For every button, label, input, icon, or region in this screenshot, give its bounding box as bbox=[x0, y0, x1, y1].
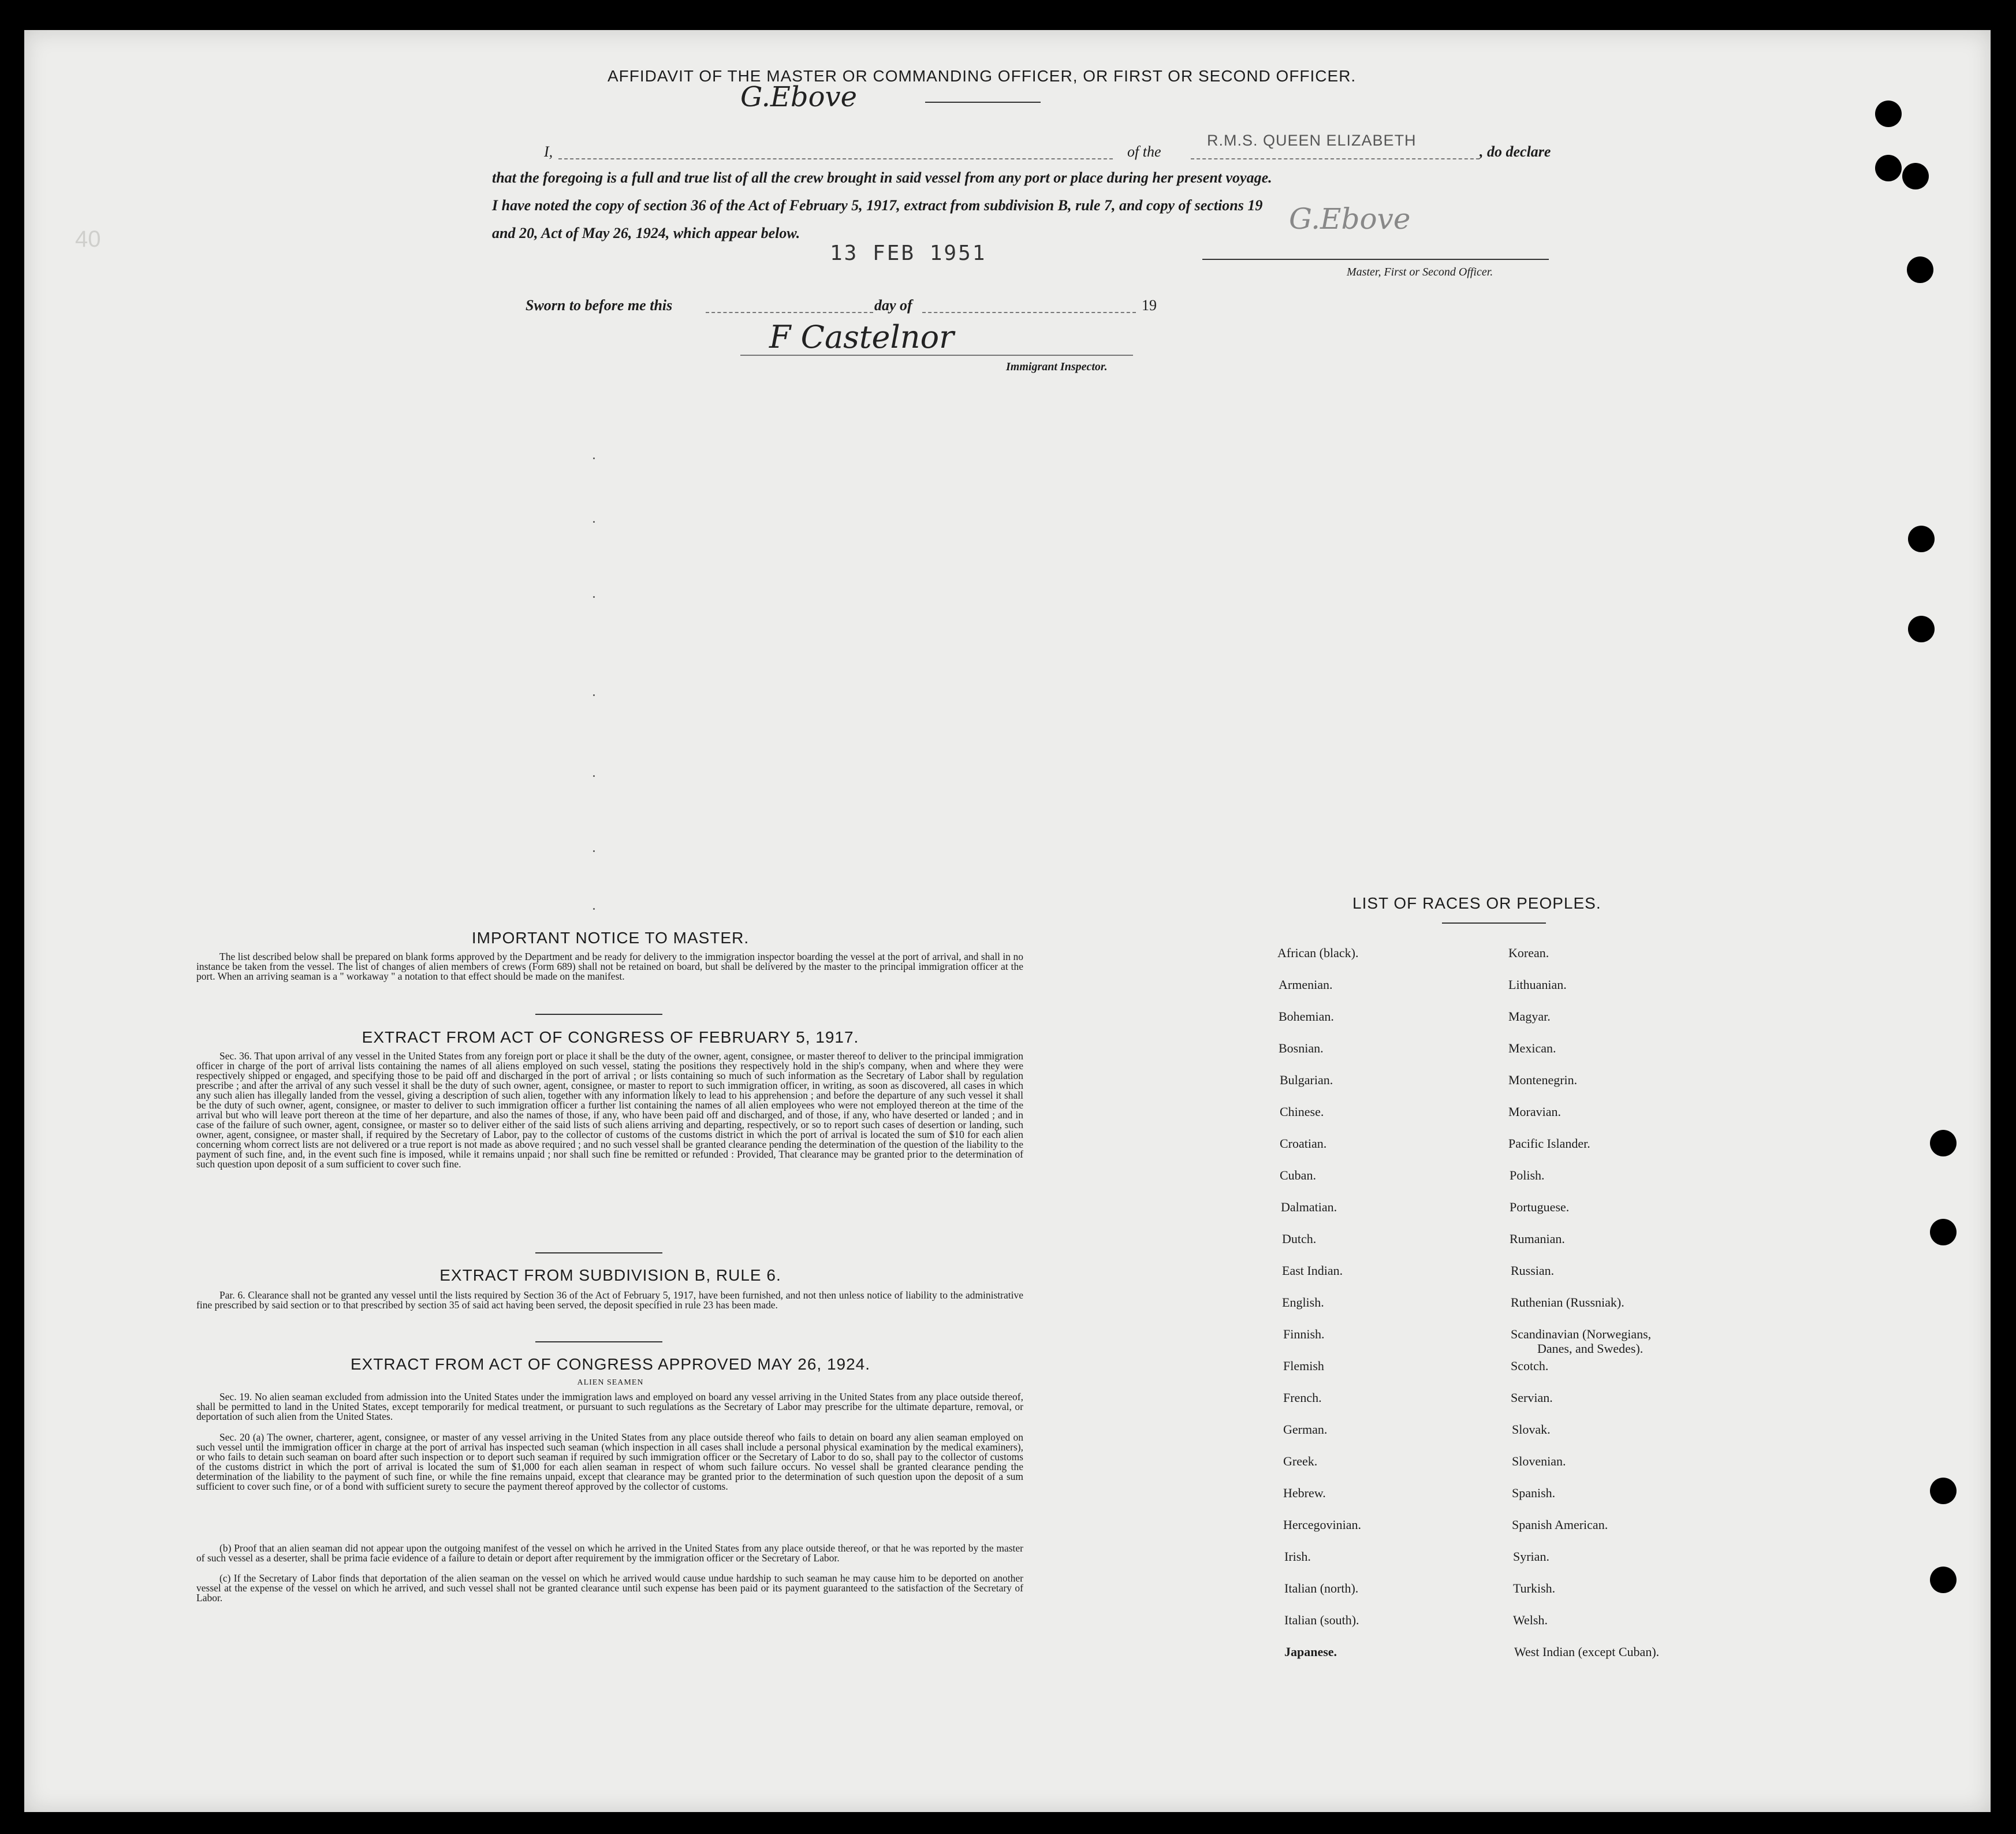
document-page bbox=[24, 30, 1991, 1812]
affidavit-do-declare: , do declare bbox=[1480, 143, 1551, 160]
rule6-title: EXTRACT FROM SUBDIVISION B, RULE 6. bbox=[439, 1266, 781, 1284]
guide-dot bbox=[593, 908, 595, 910]
vessel-name: R.M.S. QUEEN ELIZABETH bbox=[1207, 132, 1417, 149]
race-right: Polish. bbox=[1510, 1168, 1545, 1182]
master-signature-line bbox=[1202, 259, 1549, 260]
race-right: Slovenian. bbox=[1512, 1454, 1566, 1468]
race-left: English. bbox=[1282, 1295, 1324, 1310]
race-right: Pacific Islander. bbox=[1508, 1136, 1590, 1151]
inspector-signature-line bbox=[740, 355, 1133, 356]
race-right-continuation: Danes, and Swedes). bbox=[1537, 1341, 1644, 1356]
affidavit-line4: and 20, Act of May 26, 1924, which appear below. bbox=[492, 225, 800, 241]
rule6-body: Par. 6. Clearance shall not be granted any vessel until the lists required by Section 36 of the Act of February 5, 1917, have been furnished, and not then unless notice of liability to the administrative fine prescribed by said section or to that prescribed by section 35 of said act having been served, the deposit specified in rule 23 has been made. bbox=[196, 1289, 1023, 1311]
race-left: Finnish. bbox=[1283, 1327, 1325, 1341]
race-right: Moravian. bbox=[1508, 1104, 1562, 1119]
races-title-underline bbox=[1442, 922, 1546, 924]
race-right: Lithuanian. bbox=[1508, 977, 1567, 992]
extract-1924-sec19: Sec. 19. No alien seaman excluded from admission into the United States under the immigration laws and employed on board any vessel arriving in the United States from any place outside thereof, shall be permitted to land in the United States, except temporarily for medical treatment, or pursuant to such regulations as the Secretary of Labor may prescribe for the ultimate departure, removal, or deportation of such alien from the United States. bbox=[196, 1391, 1023, 1422]
punch-hole bbox=[1908, 616, 1935, 642]
punch-hole bbox=[1875, 155, 1902, 181]
race-right: West Indian (except Cuban). bbox=[1514, 1645, 1660, 1659]
master-caption: Master, First or Second Officer. bbox=[1347, 266, 1493, 278]
race-right: Welsh. bbox=[1513, 1613, 1548, 1627]
affidavit-line3: I have noted the copy of section 36 of the Act of February 5, 1917, extract from subdivision B, rule 7, and copy of sections 19 bbox=[492, 197, 1263, 214]
affidavit-of-the: of the bbox=[1127, 143, 1161, 160]
race-left: German. bbox=[1283, 1422, 1328, 1437]
affidavit-line2: that the foregoing is a full and true list of all the crew brought in said vessel from any port or place during her present voyage. bbox=[492, 169, 1272, 186]
race-right: Turkish. bbox=[1513, 1581, 1556, 1595]
race-left: French. bbox=[1283, 1390, 1322, 1405]
race-left: African (black). bbox=[1277, 946, 1359, 960]
affidavit-i: I, bbox=[544, 143, 553, 160]
race-left: Flemish bbox=[1283, 1359, 1324, 1373]
divider bbox=[535, 1252, 662, 1253]
race-right: Scotch. bbox=[1511, 1359, 1549, 1373]
punch-hole bbox=[1875, 101, 1902, 127]
divider bbox=[535, 1341, 662, 1342]
race-left: Armenian. bbox=[1279, 977, 1333, 992]
race-left: Chinese. bbox=[1280, 1104, 1324, 1119]
race-left: Cuban. bbox=[1280, 1168, 1316, 1182]
race-right: Mexican. bbox=[1508, 1041, 1556, 1055]
guide-dot bbox=[593, 694, 595, 696]
margin-mark: 40 bbox=[75, 226, 101, 252]
race-right: Servian. bbox=[1511, 1390, 1553, 1405]
race-left: Hercegovinian. bbox=[1283, 1517, 1361, 1532]
guide-dot bbox=[593, 850, 595, 852]
signature-master: G.Ebove bbox=[1289, 202, 1411, 236]
race-left: Irish. bbox=[1284, 1549, 1311, 1564]
vessel-line bbox=[1191, 158, 1480, 159]
guide-dot bbox=[593, 596, 595, 598]
race-right: Montenegrin. bbox=[1508, 1073, 1578, 1087]
race-left: Dutch. bbox=[1282, 1232, 1317, 1246]
race-right: Syrian. bbox=[1513, 1549, 1549, 1564]
race-left: Greek. bbox=[1283, 1454, 1318, 1468]
extract-1924-title: EXTRACT FROM ACT OF CONGRESS APPROVED MAY 26, 1924. bbox=[350, 1355, 871, 1373]
race-left: Bohemian. bbox=[1279, 1009, 1334, 1024]
extract-1924-sec20b: (b) Proof that an alien seaman did not appear upon the outgoing manifest of the vessel on which he arrived in the United States from any place outside thereof, or that he was reported by the master of such vessel as a deserter, shall be prima facie evidence of a failure to detain or deport after requirement by the immigration officer or the Secretary of Labor. bbox=[196, 1542, 1023, 1564]
race-left: Italian (south). bbox=[1284, 1613, 1359, 1627]
notice-body: The list described below shall be prepared on blank forms approved by the Department and be ready for delivery to the immigration inspector boarding the vessel at the port of arrival, and shall in no instance be taken from the vessel. The list of changes of alien members of crews (Form 689) shall not be retained on board, but shall be delivered by the master to the principal immigration officer at the port. When an arriving seaman is a " workaway " a notation to that effect should be made on the manifest. bbox=[196, 951, 1023, 982]
race-left: Hebrew. bbox=[1283, 1486, 1326, 1500]
extract-1924-sec20a: Sec. 20 (a) The owner, charterer, agent, consignee, or master of any vessel arriving in the United States from any place outside thereof who fails to detain on board any alien seaman employed on such vessel until the immigration officer in charge at the port of arrival has inspected such seaman (which inspection in all cases shall include a personal physical examination by the medical examiners), or who fails to detain such seaman on board after such inspection or to deport such seaman if required by such immigration officer or the Secretary of Labor to do so, shall pay to the collector of customs of the customs district in which the port of arrival is located the sum of $1,000 for each alien seaman in respect of whom such failure occurs. No vessel shall be granted clearance pending the determination of the liability to the payment of such fine, or while the fine remains unpaid, except that clearance may be granted prior to the determination of such question upon the deposit of a sum sufficient to cover such fine, or of a bond with sufficient surety to secure the payment thereof approved by the collector of customs. bbox=[196, 1431, 1023, 1492]
race-right: Scandinavian (Norwegians, bbox=[1511, 1327, 1652, 1341]
extract-1917-title: EXTRACT FROM ACT OF CONGRESS OF FEBRUARY 5, 1917. bbox=[362, 1028, 859, 1046]
date-stamp: 13 FEB 1951 bbox=[830, 241, 987, 265]
race-right: Rumanian. bbox=[1510, 1232, 1565, 1246]
race-right: Ruthenian (Russniak). bbox=[1511, 1295, 1624, 1310]
guide-dot bbox=[593, 521, 595, 523]
race-right: Spanish. bbox=[1512, 1486, 1556, 1500]
guide-dot bbox=[593, 775, 595, 777]
sworn-day-of: day of bbox=[874, 297, 912, 314]
signature-inspector: F Castelnor bbox=[769, 319, 954, 355]
punch-hole bbox=[1930, 1219, 1957, 1245]
race-left: Dalmatian. bbox=[1281, 1200, 1337, 1214]
punch-hole bbox=[1930, 1478, 1957, 1504]
race-left: Bulgarian. bbox=[1280, 1073, 1333, 1087]
sworn-day-line bbox=[706, 312, 873, 313]
sworn-prefix: Sworn to before me this bbox=[526, 297, 673, 314]
extract-1917-body: Sec. 36. That upon arrival of any vessel in the United States from any foreign port or place it shall be the duty of the owner, agent, consignee, or master thereof to deliver to the principal immigration officer in charge of the port of arrival lists containing the names of all aliens employed on such vessel, stating the positions they respectively hold in the ship's company, when and where they were respectively shipped or engaged, and specifying those to be paid off and discharged in the port of arrival ; or lists containing so much of such information as the Secretary of Labor shall by regulation prescribe ; and after the arrival of any such vessel it shall be the duty of such owner, agent, consignee, or master to report to such immigration officer, in writing, as soon as discovered, all cases in which any such alien has illegally landed from the vessel, giving a description of such alien, together with any information likely to lead to his apprehension ; and before the departure of any such vessel it shall be the duty of such owner, agent, consignee, or master to deliver to such immigration officer a further list containing the names of all alien employees who were not employed thereon at the time of the arrival but who will leave port thereon at the time of her departure, and also the names of those, if any, who have been paid off and discharged, and of those, if any, who have deserted or landed ; and in case of the failure of such owner, agent, consignee, or master so to deliver either of the said lists of such aliens arriving and departing, respectively, or so to report such cases of desertion or landing, such owner, agent, consignee, or master shall, if required by the Secretary of Labor, pay to the collector of customs of the customs district in which the port of arrival is located the sum of $10 for each alien concerning whom correct lists are not delivered or a true report is not made as above required ; and no such vessel shall be granted clearance pending the determination of the question of the liability to the payment of such fine, and, in the event such fine is imposed, while it remains unpaid ; nor shall such fine be remitted or refunded : Provided, That clearance may be granted prior to the determination of such question upon deposit of a sum sufficient to cover such fine. bbox=[196, 1050, 1023, 1170]
punch-hole bbox=[1902, 163, 1929, 189]
sworn-year: 19 bbox=[1142, 297, 1157, 314]
race-right: Korean. bbox=[1508, 946, 1549, 960]
punch-hole bbox=[1930, 1567, 1957, 1593]
race-left: Croatian. bbox=[1280, 1136, 1327, 1151]
race-right: Russian. bbox=[1511, 1263, 1555, 1278]
divider bbox=[535, 1014, 662, 1015]
race-right: Slovak. bbox=[1512, 1422, 1551, 1437]
punch-hole bbox=[1930, 1130, 1957, 1156]
sworn-month-line bbox=[922, 312, 1136, 313]
alien-seamen-subtitle: ALIEN SEAMEN bbox=[577, 1378, 644, 1387]
race-right: Magyar. bbox=[1508, 1009, 1551, 1024]
signature-top: G.Ebove bbox=[740, 81, 858, 113]
affidavit-title: AFFIDAVIT OF THE MASTER OR COMMANDING OFFICER, OR FIRST OR SECOND OFFICER. bbox=[608, 67, 1357, 85]
extract-1924-sec20c: (c) If the Secretary of Labor finds that deportation of the alien seaman on the vessel on which he arrived would cause undue hardship to such seaman he may cause him to be deported on another vessel at the expense of the vessel on which he arrived, and such vessel shall not be granted clearance until such expense has been paid or its payment guaranteed to the satisfaction of the Secretary of Labor. bbox=[196, 1572, 1023, 1604]
title-underline bbox=[925, 102, 1041, 103]
race-left: Italian (north). bbox=[1284, 1581, 1359, 1595]
race-left: Japanese. bbox=[1284, 1645, 1337, 1659]
punch-hole bbox=[1907, 256, 1933, 283]
race-left: East Indian. bbox=[1282, 1263, 1343, 1278]
race-right: Portuguese. bbox=[1510, 1200, 1570, 1214]
races-title: LIST OF RACES OR PEOPLES. bbox=[1352, 894, 1601, 912]
guide-dot bbox=[593, 457, 595, 459]
punch-hole bbox=[1908, 526, 1935, 552]
name-line bbox=[558, 158, 1113, 159]
race-left: Bosnian. bbox=[1279, 1041, 1324, 1055]
notice-title: IMPORTANT NOTICE TO MASTER. bbox=[471, 929, 750, 947]
race-right: Spanish American. bbox=[1512, 1517, 1608, 1532]
inspector-caption: Immigrant Inspector. bbox=[1006, 360, 1108, 373]
